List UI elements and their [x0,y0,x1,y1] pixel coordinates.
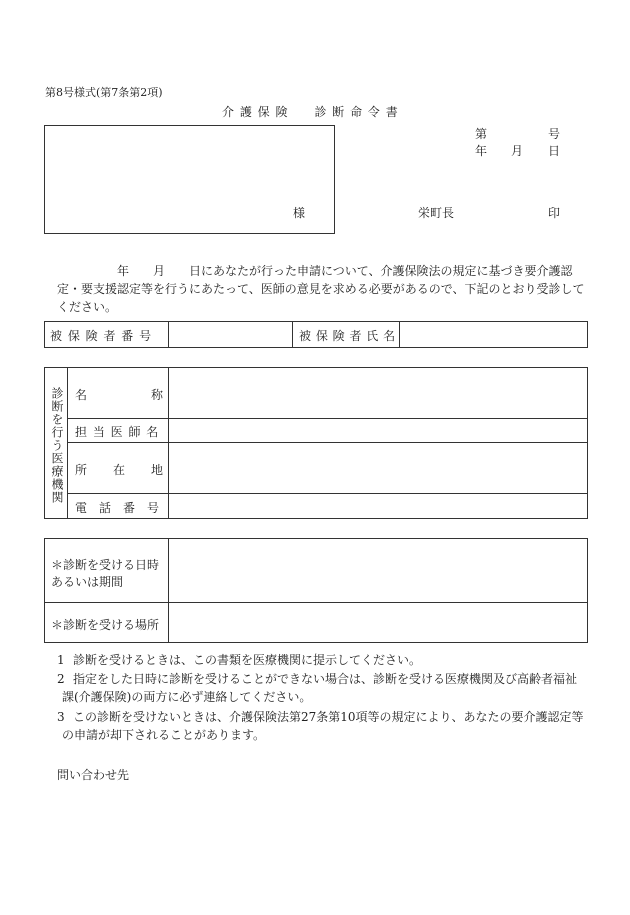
note-3-number: 3 [57,710,65,724]
note-2-line-2: 課(介護保険)の両方に必ず連絡してください。 [62,690,312,704]
address-label-2: 在 [113,463,126,477]
body-line-2: 定・要支援認定等を行うにあたって、医師の意見を求める必要があるので、下記のとおり受診して [57,282,585,296]
note-3-line-1: この診断を受けないときは、介護保険法第27条第10項等の規定により、あなたの要介護認定等 [73,710,584,724]
note-1-line-1: 診断を受けるときは、この書類を医療機関に提示してください。 [73,653,422,667]
institution-name-label-1: 名 [75,388,88,402]
addressee-honorific: 様 [293,206,306,220]
place-label: ＊診断を受ける場所 [51,618,160,632]
note-2-number: 2 [57,672,65,686]
seal-mark: 印 [548,206,561,220]
address-label-3: 地 [151,463,164,477]
note-3-line-2: の申請が却下されることがあります。 [62,728,266,742]
date-month: 月 [511,144,524,158]
note-2-line-1: 指定をした日時に診断を受けることができない場合は、診断を受ける医療機関及び高齢者福祉 [73,672,578,686]
address-label-1: 所 [75,463,88,477]
institution-name-label-2: 称 [151,388,164,402]
form-number: 第8号様式(第7条第2項) [45,86,163,99]
contact-label: 問い合わせ先 [57,768,130,782]
insured-number-label: 被 保 険 者 番 号 [50,329,153,343]
document-title: 介 護 保 険 診 断 命 令 書 [222,105,399,119]
phone-label: 電 話 番 号 [75,501,160,515]
insured-name-label: 被 保 険 者 氏 名 [299,329,396,343]
body-line-3: ください。 [57,300,118,314]
datetime-label-2: あるいは期間 [51,575,124,589]
body-line-1: 年 月 日にあなたが行った申請について、介護保険法の規定に基づき要介護認 [117,264,573,278]
date-day: 日 [548,144,561,158]
doctor-name-label: 担 当 医 師 名 [75,425,160,439]
addressee-box [44,125,335,234]
number-suffix: 号 [548,127,561,141]
institution-group-label: 診断を行う医療機関 [50,387,64,504]
datetime-label-1: ＊診断を受ける日時 [51,558,160,572]
number-prefix: 第 [475,127,488,141]
note-1-number: 1 [57,653,65,667]
date-year: 年 [475,144,488,158]
institution-table [44,367,588,519]
issuer-name: 栄町長 [418,206,455,220]
